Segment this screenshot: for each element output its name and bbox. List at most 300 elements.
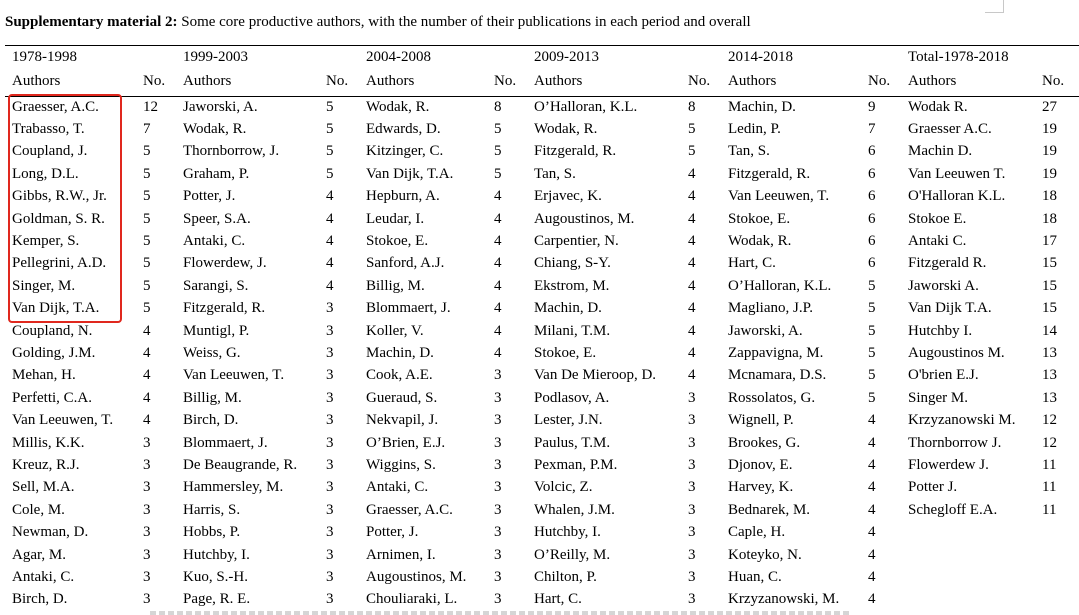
publication-count-cell: 4 <box>868 501 876 518</box>
publication-count-cell: 3 <box>494 524 502 541</box>
publication-count-cell: 12 <box>1042 434 1057 451</box>
publication-count-cell: 15 <box>1042 255 1057 272</box>
publication-count-cell: 8 <box>494 98 502 115</box>
authors-column-header: Authors <box>908 72 957 89</box>
publication-count-cell: 4 <box>868 479 876 496</box>
publication-count-cell: 4 <box>688 300 696 317</box>
table-row <box>5 454 1079 476</box>
author-name-cell <box>901 544 1035 566</box>
publication-count-cell: 5 <box>326 121 334 138</box>
publication-count-cell: 5 <box>868 322 876 339</box>
publication-count-cell: 3 <box>494 479 502 496</box>
publication-count-cell: 6 <box>868 255 876 272</box>
highlight-box-1978-1998 <box>8 94 122 323</box>
author-name-cell: O’Halloran, K.L. <box>534 98 638 115</box>
author-name-cell: Rossolatos, G. <box>728 389 816 406</box>
author-name-cell: Djonov, E. <box>728 456 793 473</box>
author-name-cell: Chouliaraki, L. <box>366 591 458 608</box>
publication-count-cell: 3 <box>494 434 502 451</box>
author-name-cell: Millis, K.K. <box>12 434 85 451</box>
publication-count-cell: 5 <box>326 98 334 115</box>
author-name-cell: Van Dijk, T.A. <box>366 165 454 182</box>
author-name-cell: Newman, D. <box>12 524 89 541</box>
publication-count-cell: 6 <box>868 210 876 227</box>
publication-count-cell: 3 <box>688 412 696 429</box>
table-row <box>5 186 1079 208</box>
author-name-cell: Machin, D. <box>534 300 602 317</box>
publication-count-cell: 3 <box>143 524 151 541</box>
period-title: 1978-1998 <box>12 49 77 65</box>
count-column-header: No. <box>688 72 711 89</box>
publication-count-cell: 5 <box>868 300 876 317</box>
table-caption <box>5 14 751 31</box>
publication-count-cell: 5 <box>688 143 696 160</box>
author-name-cell: Billig, M. <box>366 277 425 294</box>
period-title: Total-1978-2018 <box>908 49 1009 65</box>
author-name-cell: Hutchby I. <box>908 322 973 339</box>
author-name-cell: Milani, T.M. <box>534 322 611 339</box>
author-name-cell: Antaki C. <box>908 233 967 250</box>
author-name-cell: Fitzgerald, R. <box>183 300 266 317</box>
publication-count-cell: 3 <box>688 501 696 518</box>
publication-count-cell: 4 <box>494 277 502 294</box>
author-name-cell: Van Leeuwen, T. <box>183 367 285 384</box>
publication-count-cell: 4 <box>326 277 334 294</box>
author-name-cell: Koller, V. <box>366 322 424 339</box>
page-corner-mark <box>985 0 1004 13</box>
author-name-cell: Hobbs, P. <box>183 524 241 541</box>
publication-count-cell: 3 <box>143 456 151 473</box>
publication-count-cell: 12 <box>1042 412 1057 429</box>
author-name-cell: Singer, M. <box>12 277 76 294</box>
publication-count-cell: 4 <box>494 344 502 361</box>
author-name-cell: Flowerdew J. <box>908 456 989 473</box>
publication-count-cell: 3 <box>326 434 334 451</box>
publication-count-cell: 3 <box>326 300 334 317</box>
author-name-cell: Whalen, J.M. <box>534 501 615 518</box>
publication-count-cell: 5 <box>143 233 151 250</box>
publication-count-cell <box>1035 521 1079 543</box>
publication-count-cell: 6 <box>868 165 876 182</box>
author-name-cell: Coupland, J. <box>12 143 88 160</box>
author-name-cell: Wodak R. <box>908 98 968 115</box>
count-column-header: No. <box>494 72 517 89</box>
publication-count-cell: 3 <box>688 568 696 585</box>
publication-count-cell: 5 <box>868 344 876 361</box>
publication-count-cell: 5 <box>688 121 696 138</box>
publication-count-cell: 11 <box>1042 456 1057 473</box>
author-name-cell: Cook, A.E. <box>366 367 433 384</box>
publication-count-cell: 5 <box>143 300 151 317</box>
author-name-cell: De Beaugrande, R. <box>183 456 298 473</box>
publication-count-cell: 6 <box>868 188 876 205</box>
author-name-cell: Huan, C. <box>728 568 782 585</box>
author-name-cell: Chilton, P. <box>534 568 597 585</box>
author-name-cell: Antaki, C. <box>183 233 246 250</box>
period-header-row <box>5 46 1079 69</box>
table-row <box>5 566 1079 588</box>
table-row <box>5 320 1079 342</box>
author-name-cell: Fitzgerald, R. <box>534 143 617 160</box>
table-row <box>5 409 1079 431</box>
author-name-cell: Hepburn, A. <box>366 188 440 205</box>
publication-count-cell: 5 <box>143 143 151 160</box>
author-name-cell: Perfetti, C.A. <box>12 389 92 406</box>
author-name-cell: Muntigl, P. <box>183 322 250 339</box>
author-name-cell: Kemper, S. <box>12 233 80 250</box>
publication-count-cell: 3 <box>143 434 151 451</box>
publication-count-cell: 3 <box>688 389 696 406</box>
table-row <box>5 275 1079 297</box>
author-name-cell: Mcnamara, D.S. <box>728 367 827 384</box>
author-name-cell: Jaworski, A. <box>728 322 803 339</box>
author-name-cell: Brookes, G. <box>728 434 801 451</box>
publication-count-cell: 19 <box>1042 121 1057 138</box>
author-name-cell: Stokoe E. <box>908 210 967 227</box>
author-name-cell: Augoustinos, M. <box>366 568 467 585</box>
publication-count-cell: 3 <box>326 389 334 406</box>
publication-count-cell: 5 <box>868 277 876 294</box>
author-name-cell: Kitzinger, C. <box>366 143 444 160</box>
publication-count-cell: 3 <box>326 524 334 541</box>
count-column-header: No. <box>1042 72 1065 89</box>
author-name-cell: Van Dijk T.A. <box>908 300 992 317</box>
publication-count-cell: 3 <box>143 479 151 496</box>
author-name-cell: Augoustinos M. <box>908 344 1005 361</box>
publication-count-cell: 3 <box>494 591 502 608</box>
table-row <box>5 365 1079 387</box>
publication-count-cell: 4 <box>688 233 696 250</box>
publication-count-cell: 3 <box>326 344 334 361</box>
cutoff-text-line <box>150 611 850 615</box>
author-name-cell: O’Brien, E.J. <box>366 434 446 451</box>
author-name-cell: Flowerdew, J. <box>183 255 267 272</box>
publication-count-cell: 15 <box>1042 300 1057 317</box>
publication-count-cell: 15 <box>1042 277 1057 294</box>
publication-count-cell: 4 <box>143 367 151 384</box>
publication-count-cell: 4 <box>143 412 151 429</box>
author-name-cell: Podlasov, A. <box>534 389 610 406</box>
author-name-cell: Potter J. <box>908 479 958 496</box>
author-name-cell: Paulus, T.M. <box>534 434 611 451</box>
author-name-cell: Chiang, S-Y. <box>534 255 611 272</box>
author-name-cell: Schegloff E.A. <box>908 501 998 518</box>
authors-column-header: Authors <box>728 72 777 89</box>
table-row <box>5 342 1079 364</box>
author-name-cell: Cole, M. <box>12 501 65 518</box>
author-name-cell: Gibbs, R.W., Jr. <box>12 188 107 205</box>
author-name-cell: Kuo, S.-H. <box>183 568 249 585</box>
publication-count-cell: 8 <box>688 98 696 115</box>
table-row <box>5 521 1079 543</box>
author-name-cell: Koteyko, N. <box>728 546 802 563</box>
table-row <box>5 432 1079 454</box>
author-name-cell: Pellegrini, A.D. <box>12 255 107 272</box>
author-name-cell: Goldman, S. R. <box>12 210 105 227</box>
publication-count-cell: 3 <box>688 434 696 451</box>
author-name-cell: Hammersley, M. <box>183 479 284 496</box>
author-name-cell: Birch, D. <box>12 591 68 608</box>
publication-count-cell: 4 <box>326 188 334 205</box>
publication-count-cell: 4 <box>688 344 696 361</box>
publication-count-cell: 3 <box>326 367 334 384</box>
publication-count-cell: 4 <box>326 255 334 272</box>
publication-count-cell: 4 <box>143 344 151 361</box>
publication-count-cell: 5 <box>868 389 876 406</box>
author-name-cell: Volcic, Z. <box>534 479 593 496</box>
author-name-cell: Magliano, J.P. <box>728 300 814 317</box>
author-name-cell: Ekstrom, M. <box>534 277 610 294</box>
author-name-cell: Arnimen, I. <box>366 546 436 563</box>
publication-count-cell: 12 <box>143 98 158 115</box>
author-name-cell: Sell, M.A. <box>12 479 75 496</box>
publication-count-cell: 4 <box>688 188 696 205</box>
author-name-cell: Sarangi, S. <box>183 277 249 294</box>
publication-count-cell: 3 <box>494 412 502 429</box>
publication-count-cell: 3 <box>143 501 151 518</box>
publication-count-cell: 3 <box>688 546 696 563</box>
author-name-cell: O'Halloran K.L. <box>908 188 1006 205</box>
authors-column-header: Authors <box>366 72 415 89</box>
publication-count-cell: 5 <box>326 143 334 160</box>
author-name-cell: Potter, J. <box>183 188 236 205</box>
publication-count-cell: 3 <box>326 412 334 429</box>
author-name-cell: Machin D. <box>908 143 973 160</box>
author-name-cell: Blommaert, J. <box>366 300 451 317</box>
publication-count-cell: 3 <box>494 568 502 585</box>
author-name-cell: O'brien E.J. <box>908 367 979 384</box>
author-name-cell: Erjavec, K. <box>534 188 602 205</box>
author-name-cell: Stokoe, E. <box>728 210 791 227</box>
publication-count-cell <box>1035 589 1079 611</box>
author-name-cell: Graham, P. <box>183 165 250 182</box>
author-name-cell: Fitzgerald, R. <box>728 165 811 182</box>
author-name-cell: Agar, M. <box>12 546 66 563</box>
table-row <box>5 387 1079 409</box>
publication-count-cell: 3 <box>494 546 502 563</box>
authors-column-header: Authors <box>12 72 61 89</box>
author-name-cell: Van De Mieroop, D. <box>534 367 657 384</box>
publication-count-cell <box>1035 544 1079 566</box>
author-name-cell: Potter, J. <box>366 524 419 541</box>
author-name-cell: Birch, D. <box>183 412 239 429</box>
author-name-cell: Tan, S. <box>728 143 770 160</box>
publication-count-cell: 5 <box>326 165 334 182</box>
publication-count-cell: 6 <box>868 143 876 160</box>
publication-count-cell: 4 <box>868 591 876 608</box>
publication-count-cell: 4 <box>688 210 696 227</box>
publication-count-cell: 3 <box>326 501 334 518</box>
publication-count-cell: 4 <box>868 434 876 451</box>
publication-count-cell <box>1035 566 1079 588</box>
author-name-cell <box>901 566 1035 588</box>
publication-count-cell: 4 <box>326 233 334 250</box>
publication-count-cell: 5 <box>494 121 502 138</box>
author-name-cell: Tan, S. <box>534 165 576 182</box>
author-name-cell: Singer M. <box>908 389 968 406</box>
publication-count-cell: 3 <box>143 568 151 585</box>
publications-table <box>5 46 1079 611</box>
author-name-cell: Stokoe, E. <box>366 233 429 250</box>
author-name-cell: Fitzgerald R. <box>908 255 987 272</box>
publication-count-cell: 3 <box>688 479 696 496</box>
publication-count-cell: 4 <box>494 300 502 317</box>
table-row <box>5 163 1079 185</box>
publication-count-cell: 3 <box>326 591 334 608</box>
publication-count-cell: 5 <box>868 367 876 384</box>
author-name-cell: Thornborrow, J. <box>183 143 280 160</box>
author-name-cell: Wiggins, S. <box>366 456 436 473</box>
publication-count-cell: 4 <box>326 210 334 227</box>
publication-count-cell: 4 <box>494 255 502 272</box>
publication-count-cell: 5 <box>494 165 502 182</box>
publication-count-cell: 18 <box>1042 210 1057 227</box>
publication-count-cell: 27 <box>1042 98 1057 115</box>
publication-count-cell: 4 <box>143 322 151 339</box>
publication-count-cell: 13 <box>1042 367 1057 384</box>
table-row <box>5 477 1079 499</box>
author-name-cell: Hutchby, I. <box>534 524 601 541</box>
publication-count-cell: 3 <box>494 456 502 473</box>
publication-count-cell: 4 <box>688 322 696 339</box>
publication-count-cell: 3 <box>494 501 502 518</box>
caption-text: Some core productive authors, with the number of their publications in each period and overall <box>177 14 751 30</box>
author-name-cell: Zappavigna, M. <box>728 344 824 361</box>
publication-count-cell: 3 <box>326 546 334 563</box>
publication-count-cell: 4 <box>494 233 502 250</box>
period-title: 1999-2003 <box>183 49 248 65</box>
publication-count-cell: 19 <box>1042 143 1057 160</box>
author-name-cell: Speer, S.A. <box>183 210 251 227</box>
author-name-cell <box>901 589 1035 611</box>
publication-count-cell: 3 <box>494 367 502 384</box>
count-column-header: No. <box>868 72 891 89</box>
author-name-cell: Thornborrow J. <box>908 434 1002 451</box>
table-row <box>5 141 1079 163</box>
caption-label: Supplementary material 2: <box>5 14 178 30</box>
publication-count-cell: 7 <box>868 121 876 138</box>
publication-count-cell: 17 <box>1042 233 1057 250</box>
authors-column-header: Authors <box>534 72 583 89</box>
publication-count-cell: 18 <box>1042 188 1057 205</box>
author-name-cell: Billig, M. <box>183 389 242 406</box>
count-column-header: No. <box>143 72 166 89</box>
author-name-cell: O’Reilly, M. <box>534 546 611 563</box>
author-name-cell: Kreuz, R.J. <box>12 456 80 473</box>
author-name-cell: Coupland, N. <box>12 322 93 339</box>
author-name-cell: Harris, S. <box>183 501 241 518</box>
table-row <box>5 253 1079 275</box>
publication-count-cell: 6 <box>868 233 876 250</box>
publication-count-cell: 5 <box>494 143 502 160</box>
author-name-cell: Edwards, D. <box>366 121 441 138</box>
publication-count-cell: 3 <box>688 524 696 541</box>
author-name-cell: Hutchby, I. <box>183 546 250 563</box>
table-row <box>5 499 1079 521</box>
period-title: 2009-2013 <box>534 49 599 65</box>
publication-count-cell: 5 <box>143 255 151 272</box>
column-header-row <box>5 69 1079 93</box>
author-name-cell: Leudar, I. <box>366 210 425 227</box>
author-name-cell: Pexman, P.M. <box>534 456 618 473</box>
publication-count-cell: 4 <box>494 322 502 339</box>
author-name-cell: Wodak, R. <box>534 121 598 138</box>
author-name-cell: Machin, D. <box>366 344 434 361</box>
author-name-cell: Van Dijk, T.A. <box>12 300 100 317</box>
publication-count-cell: 4 <box>868 546 876 563</box>
author-name-cell: Bednarek, M. <box>728 501 811 518</box>
author-name-cell: Krzyzanowski, M. <box>728 591 840 608</box>
publication-count-cell: 5 <box>143 188 151 205</box>
table-row <box>5 208 1079 230</box>
table-row <box>5 118 1079 140</box>
author-name-cell: Van Leeuwen T. <box>908 165 1006 182</box>
publication-count-cell: 4 <box>868 412 876 429</box>
author-name-cell: Page, R. E. <box>183 591 251 608</box>
table-row <box>5 93 1079 118</box>
publication-count-cell: 13 <box>1042 389 1057 406</box>
publication-count-cell: 3 <box>688 456 696 473</box>
publication-count-cell: 7 <box>143 121 151 138</box>
author-name-cell: Wodak, R. <box>728 233 792 250</box>
author-name-cell <box>901 521 1035 543</box>
table-row <box>5 298 1079 320</box>
publication-count-cell: 3 <box>688 591 696 608</box>
author-name-cell: Trabasso, T. <box>12 121 85 138</box>
author-name-cell: Wodak, R. <box>183 121 247 138</box>
publication-count-cell: 5 <box>143 277 151 294</box>
author-name-cell: Augoustinos, M. <box>534 210 635 227</box>
author-name-cell: Harvey, K. <box>728 479 794 496</box>
publication-count-cell: 4 <box>688 165 696 182</box>
table-row <box>5 544 1079 566</box>
publication-count-cell: 14 <box>1042 322 1057 339</box>
author-name-cell: Antaki, C. <box>366 479 429 496</box>
publication-count-cell: 4 <box>688 277 696 294</box>
publication-count-cell: 4 <box>688 367 696 384</box>
author-name-cell: Stokoe, E. <box>534 344 597 361</box>
publication-count-cell: 4 <box>143 389 151 406</box>
publication-count-cell: 9 <box>868 98 876 115</box>
author-name-cell: Mehan, H. <box>12 367 76 384</box>
publication-count-cell: 3 <box>326 568 334 585</box>
publication-count-cell: 4 <box>494 188 502 205</box>
publication-count-cell: 3 <box>143 546 151 563</box>
author-name-cell: Van Leeuwen, T. <box>728 188 830 205</box>
table-row <box>5 589 1079 611</box>
count-column-header: No. <box>326 72 349 89</box>
publication-count-cell: 3 <box>326 322 334 339</box>
author-name-cell: Golding, J.M. <box>12 344 96 361</box>
author-name-cell: Sanford, A.J. <box>366 255 445 272</box>
publication-count-cell: 3 <box>326 456 334 473</box>
author-name-cell: Jaworski, A. <box>183 98 258 115</box>
publication-count-cell: 13 <box>1042 344 1057 361</box>
author-name-cell: Long, D.L. <box>12 165 79 182</box>
publication-count-cell: 4 <box>494 210 502 227</box>
author-name-cell: Van Leeuwen, T. <box>12 412 114 429</box>
author-name-cell: Hart, C. <box>728 255 776 272</box>
table-row <box>5 230 1079 252</box>
author-name-cell: Graesser, A.C. <box>366 501 453 518</box>
publication-count-cell: 3 <box>143 591 151 608</box>
authors-column-header: Authors <box>183 72 232 89</box>
publication-count-cell: 4 <box>868 568 876 585</box>
author-name-cell: Nekvapil, J. <box>366 412 439 429</box>
author-name-cell: Antaki, C. <box>12 568 75 585</box>
publication-count-cell: 4 <box>868 456 876 473</box>
author-name-cell: Gueraud, S. <box>366 389 438 406</box>
